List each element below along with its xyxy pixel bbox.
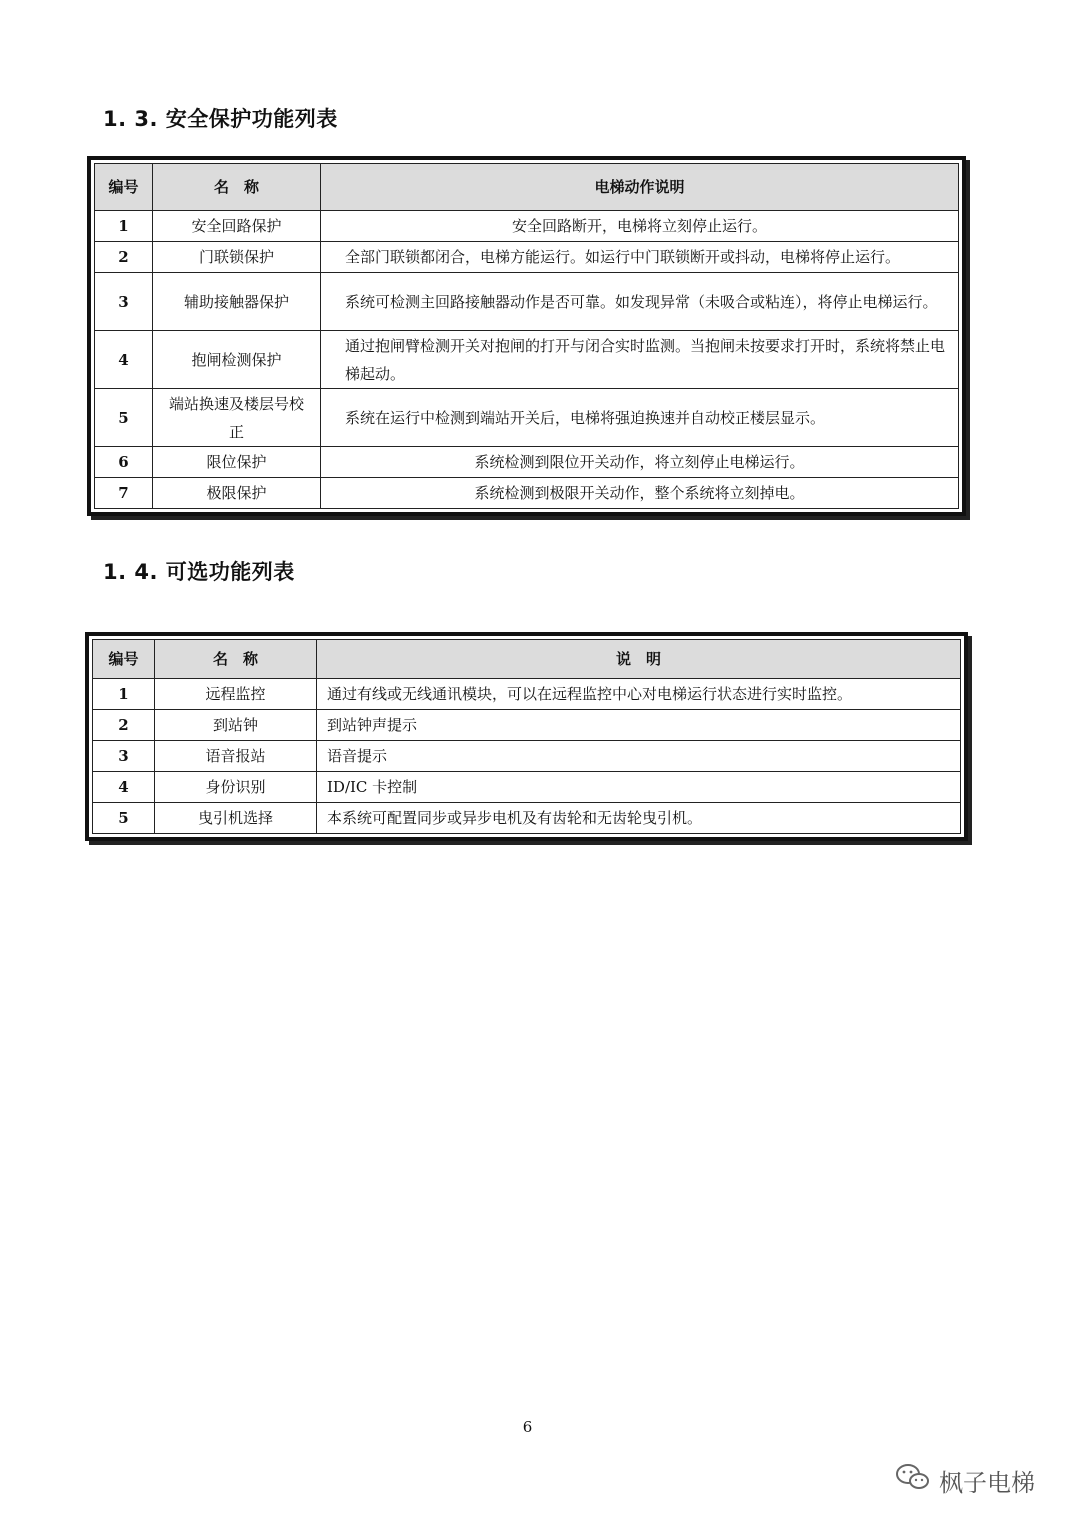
column-header-name: 名 称 [155, 640, 317, 679]
row-description: 全部门联锁都闭合，电梯方能运行。如运行中门联锁断开或抖动，电梯将停止运行。 [321, 242, 959, 273]
row-description: 系统可检测主回路接触器动作是否可靠。如发现异常（未吸合或粘连），将停止电梯运行。 [321, 273, 959, 331]
row-name: 限位保护 [153, 447, 321, 478]
row-description: 到站钟声提示 [317, 710, 961, 741]
table-row [95, 447, 959, 478]
table-row [93, 803, 961, 834]
row-name: 远程监控 [155, 679, 317, 710]
row-number: 1 [93, 679, 155, 710]
row-description: 通过有线或无线通讯模块，可以在远程监控中心对电梯运行状态进行实时监控。 [317, 679, 961, 710]
page-number: 6 [522, 1418, 533, 1436]
row-name: 端站换速及楼层号校正 [153, 389, 321, 447]
row-name: 辅助接触器保护 [153, 273, 321, 331]
row-description: 本系统可配置同步或异步电机及有齿轮和无齿轮曳引机。 [317, 803, 961, 834]
row-number: 2 [95, 242, 153, 273]
row-description: 系统在运行中检测到端站开关后，电梯将强迫换速并自动校正楼层显示。 [321, 389, 959, 447]
row-name: 门联锁保护 [153, 242, 321, 273]
row-name: 到站钟 [155, 710, 317, 741]
row-description: 系统检测到极限开关动作，整个系统将立刻掉电。 [321, 478, 959, 509]
row-number: 5 [93, 803, 155, 834]
row-description: 系统检测到限位开关动作，将立刻停止电梯运行。 [321, 447, 959, 478]
table-row [95, 273, 959, 331]
row-name: 安全回路保护 [153, 211, 321, 242]
row-name: 极限保护 [153, 478, 321, 509]
row-number: 6 [95, 447, 153, 478]
table-row [93, 710, 961, 741]
watermark [895, 1462, 1035, 1498]
wechat-icon [895, 1462, 939, 1498]
row-number: 1 [95, 211, 153, 242]
row-description: 语音提示 [317, 741, 961, 772]
table-row [95, 478, 959, 509]
column-header-name: 名 称 [153, 164, 321, 211]
row-number: 4 [95, 331, 153, 389]
section-heading-safety: 1. 3. 安全保护功能列表 [103, 107, 338, 131]
column-header-number: 编号 [93, 640, 155, 679]
table-row [95, 331, 959, 389]
row-description: ID/IC 卡控制 [317, 772, 961, 803]
table-row [95, 242, 959, 273]
column-header-description: 说 明 [317, 640, 961, 679]
row-number: 7 [95, 478, 153, 509]
column-header-description: 电梯动作说明 [321, 164, 959, 211]
row-number: 5 [95, 389, 153, 447]
table-row [93, 772, 961, 803]
row-name: 身份识别 [155, 772, 317, 803]
row-name: 曳引机选择 [155, 803, 317, 834]
row-number: 3 [95, 273, 153, 331]
table-row [93, 741, 961, 772]
row-description: 安全回路断开，电梯将立刻停止运行。 [321, 211, 959, 242]
section-heading-optional: 1. 4. 可选功能列表 [103, 560, 295, 584]
row-description: 通过抱闸臂检测开关对抱闸的打开与闭合实时监测。当抱闸未按要求打开时，系统将禁止电梯起动。 [321, 331, 959, 389]
row-number: 4 [93, 772, 155, 803]
table-row [95, 211, 959, 242]
optional-function-table [85, 632, 968, 841]
table-row [95, 389, 959, 447]
column-header-number: 编号 [95, 164, 153, 211]
row-name: 语音报站 [155, 741, 317, 772]
safety-function-table [87, 156, 966, 516]
row-number: 2 [93, 710, 155, 741]
table-row [93, 679, 961, 710]
row-name: 抱闸检测保护 [153, 331, 321, 389]
row-number: 3 [93, 741, 155, 772]
watermark-text: 枫子电梯 [939, 1468, 1035, 1497]
